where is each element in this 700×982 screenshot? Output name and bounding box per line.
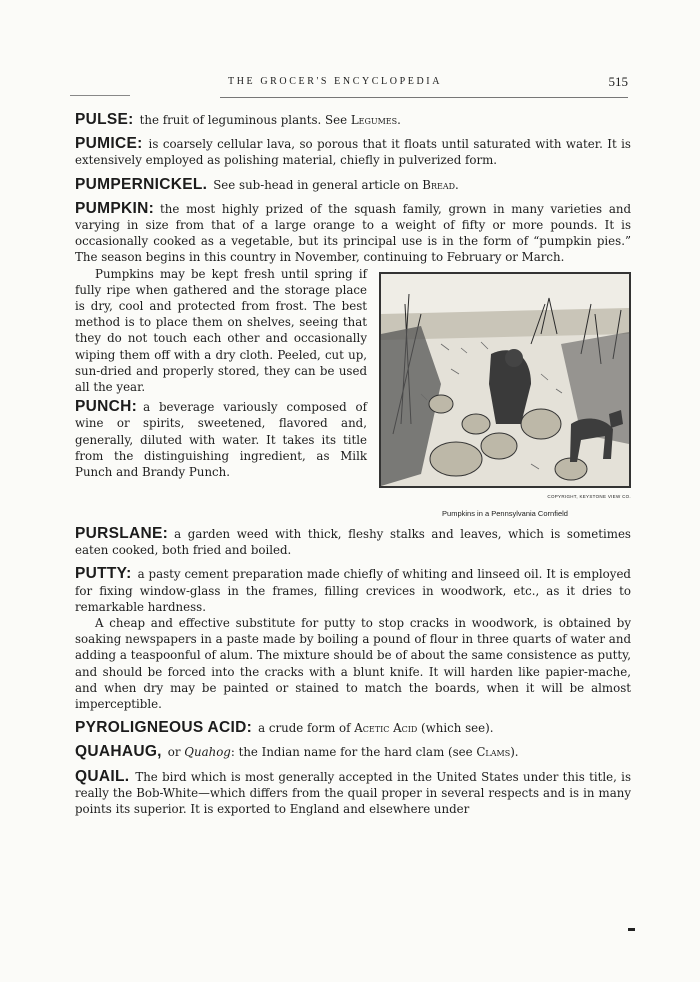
putty-substitute-paragraph: A cheap and effective substitute for putty to stop cracks in woodwork, is obtained by soaking newspapers in a paste made by boiling a pound of flour in three quarts of water and adding a teaspoonful of alum. The mixture should be of about the same consistence as putty, and should be forced into the cracks with a blunt knife. It will harden like papier-mache, and when dry may be painted or stained to match the boards, when it will be almost imperceptible.	[75, 616, 631, 712]
running-title: THE GROCER'S ENCYCLOPEDIA	[228, 76, 443, 87]
page-number: 515	[608, 74, 628, 89]
term-quail: QUAIL.	[75, 767, 130, 785]
page-header	[70, 76, 630, 96]
term-pyroligneous-acid: PYROLIGNEOUS ACID:	[75, 719, 253, 737]
entry-putty: PUTTY: a pasty cement preparation made chiefly of whiting and linseed oil. It is employed for fixing window-glass in the frames, filling crevices in woodwork, etc., as it dries to remarkable hardness. A cheap and effective substitute for putty to stop cracks in woodwork, is obtained by soaking newspapers in a paste made by boiling a pound of flour in three quarts of water and adding a teaspoonful of alum. The mixture should be of about the same consistence as putty, and should be forced into the cracks with a blunt knife. It will harden like papier-mache, and when dry may be painted or stained to match the boards, when it will be almost imperceptible.	[75, 565, 631, 712]
term-punch: PUNCH:	[75, 398, 138, 416]
cross-ref-clams: Clams	[476, 745, 511, 760]
term-putty: PUTTY:	[75, 565, 132, 583]
term-purslane: PURSLANE:	[75, 525, 169, 543]
cornfield-illustration	[379, 272, 631, 488]
cross-ref-bread: Bread	[422, 177, 456, 192]
copyright-notice: COPYRIGHT, KEYSTONE VIEW CO.	[547, 493, 631, 499]
cornfield-engraving	[381, 274, 629, 486]
entry-purslane: PURSLANE: a garden weed with thick, fleshy stalks and leaves, which is sometimes eaten cooked, both fried and boiled.	[75, 525, 631, 558]
pumpkin-storage-paragraph: Pumpkins may be kept fresh until spring if fully ripe when gathered and the storage place is dry, cool and protected from frost. The best method is to place them on shelves, seeing that they do not touch each other and occasionally wiping them off with a dry cloth. Peeled, cut up, sun-dried and properly stored, they can be used all the year.	[75, 266, 367, 395]
entry-pulse: PULSE: the fruit of leguminous plants. See Legumes.	[75, 111, 401, 128]
page-mark	[628, 928, 635, 931]
entry-quahaug: QUAHAUG, or Quahog: the Indian name for the hard clam (see Clams).	[75, 743, 519, 761]
article-body	[75, 112, 631, 825]
cross-ref-acetic-acid: Acetic Acid	[354, 721, 418, 736]
cross-ref-legumes: Legumes	[350, 113, 398, 127]
figure-caption: Pumpkins in a Pennsylvania Cornfield	[442, 508, 568, 518]
term-pumpernickel: PUMPERNICKEL.	[75, 175, 208, 193]
entry-pumice: PUMICE: is coarsely cellular lava, so porous that it floats until saturated with water. It is extensively employed as polishing material, chiefly in pulverized form.	[75, 135, 631, 168]
term-quahaug: QUAHAUG,	[75, 743, 162, 761]
term-pumpkin: PUMPKIN:	[75, 199, 155, 217]
pumpkin-figure	[379, 272, 631, 522]
entry-pumpernickel: PUMPERNICKEL. See sub-head in general article on Bread.	[75, 175, 459, 193]
alt-spelling-quahog: Quahog	[184, 745, 231, 760]
entry-pyroligneous-acid: PYROLIGNEOUS ACID: a crude form of Acetic Acid (which see).	[75, 719, 494, 737]
entry-quail: QUAIL. The bird which is most generally accepted in the United States under this title, is really the Bob-White—which differs from the quail proper in several respects and is in many points its superior. It is exported to England and elsewhere under	[75, 767, 631, 817]
term-pumice: PUMICE:	[75, 135, 143, 153]
header-rule-left	[70, 95, 130, 96]
entry-punch: PUNCH: a beverage variously composed of wine or spirits, sweetened, flavored and, generally, diluted with water. It takes its title from the distinguishing ingredient, as Milk Punch and Brandy Punch.	[75, 398, 367, 480]
term-pulse: PULSE:	[75, 111, 134, 128]
entry-pumpkin: PUMPKIN: the most highly prized of the squash family, grown in many varieties and varying in size from that of a large orange to a weight of fifty or more pounds. It is occasionally cooked as a vegetable, but its principal use is in the form of “pumpkin pies.” The season begins in this country in November, continuing to February or March. COPYRIGHT, KEYSTONE VIEW CO. Pumpkins in a Pennsylvania Cornfield Pumpkins may be kept fresh until spring if fully ripe when gathered and the storage place is dry, cool and protected from frost. The best method is to place them on shelves, seeing that they do not touch each other and occasionally wiping them off with a dry cloth. Peeled, cut up, sun-dried and properly stored, they can be used all the year.	[75, 201, 631, 395]
header-rule	[220, 97, 628, 98]
